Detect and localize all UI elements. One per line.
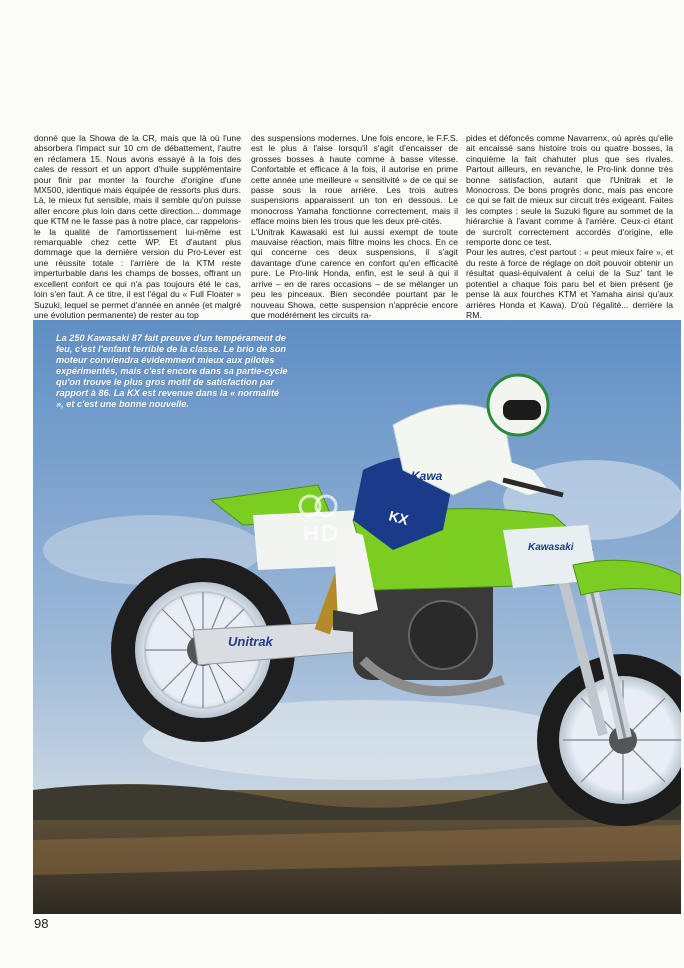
column-3-paragraph-2: Pour les autres, c'est partout : « peut mieux faire », et du reste à force de réglage on doit pouvoir obtenir un résultat quasi-équivalent à celui de la Suz' tant le potentiel a chaque fois paru bel et bien présent (je pense là aux fourches KTM et Yamaha ainsi qu'aux arrières Honda et Kawa). D'où l'égalité... derrière la RM. bbox=[466, 247, 673, 320]
column-2-paragraph-1: des suspensions modernes. Une fois encore, le F.F.S. est le plus à l'aise lorsqu'il s'agit d'encaisser de grosses bosses à haute comme à basse vitesse. Confortable et efficace à la fois, il autorise en prime cette année une meilleure « sensitivité » de ce qui se passe sous la roue arrière. Les trois autres suspensions apparaissent un ton en dessous. Le monocross Yamaha fonctionne correctement, mais il efface moins bien les trous que les deux pré-cités. bbox=[251, 133, 458, 227]
tank-label: Kawasaki bbox=[528, 542, 574, 553]
column-1-text: donné que la Showa de la CR, mais que là où l'une absorbera l'impact sur 10 cm de débattement, l'autre en réclamera 15. Nous avons essayé à la fois des cales de ressort et un apport d'huile supplémentaire pour finir par monter la fourche d'origine d'une MX500, identique mais équipée de ressorts plus durs. Là, le mieux fut sensible, mais il semble qu'on puisse aller encore plus loin dans cette direction... dommage que KTM ne le fasse pas à notre place, car rappelons-le la qualité de l'amortissement lui-même est remarquable chez cette WP. Et d'autant plus dommage que la dernière version du Pro-Lever est une réussite totale : l'arrière de la KTM reste imperturbable dans les champs de bosses, offrant un excellent confort ce qui n'a pas toujours été le cas, loin s'en faut. A ce titre, il est l'égal du « Full Floater » Suzuki, lequel se permet d'année en année (et malgré une évolution permanente) de rester au top bbox=[34, 133, 241, 320]
article-column-1 bbox=[34, 133, 241, 320]
goggles bbox=[503, 400, 541, 420]
article-column-3 bbox=[466, 133, 673, 320]
article-column-2 bbox=[251, 133, 458, 320]
column-3-paragraph-1: pides et défoncés comme Navarrenx, où après qu'elle ait encaissé sans histoire trois ou quatre bosses, la cinquième la fait chahuter plus que ses rivales. Partout ailleurs, en revanche, le Pro-link donne très bonne satisfaction, autant que l'Unitrak et le Monocross. De bons progrès donc, mais pas encore ce qui se fait de mieux sur circuit très exigeant. Faites les comptes : seule la Suzuki figure au sommet de la hiérarchie à l'avant comme à l'arrière. Ceux-ci étant de surcroît correctement accordés d'origine, elle remporte donc ce test. bbox=[466, 133, 673, 248]
jersey-label: Kawa bbox=[411, 469, 443, 483]
pants-label: KX bbox=[387, 507, 411, 528]
column-2-paragraph-2: L'Unitrak Kawasaki est lui aussi exempt de toute mauvaise réaction, mais filtre moins les chocs. En ce qui concerne ces deux suspensions, il s'agit davantage d'une carence en confort qu'en efficacité pure. Le Pro-link Honda, enfin, est le seul à qui il arrive – en de rares occasions – de se mélanger un peu les pinceaux. Bien secondée pourtant par le nouveau Showa, cette suspension n'apprécie encore que modérément les circuits ra- bbox=[251, 226, 458, 320]
swingarm-label: Unitrak bbox=[228, 634, 273, 649]
page-number: 98 bbox=[34, 916, 49, 931]
watermark-logo bbox=[296, 492, 348, 542]
photo-caption: La 250 Kawasaki 87 fait preuve d'un tempérament de feu, c'est l'enfant terrible de la classe. Le brio de son moteur conviendra évidemment mieux aux pilotes expérimentés, mais c'est encore dans sa partie-cycle qu'on trouve le plus gros motif de satisfaction par rapport à 86. La KX est revenue dans la « normalité », et c'est une bonne nouvelle. bbox=[56, 333, 288, 409]
